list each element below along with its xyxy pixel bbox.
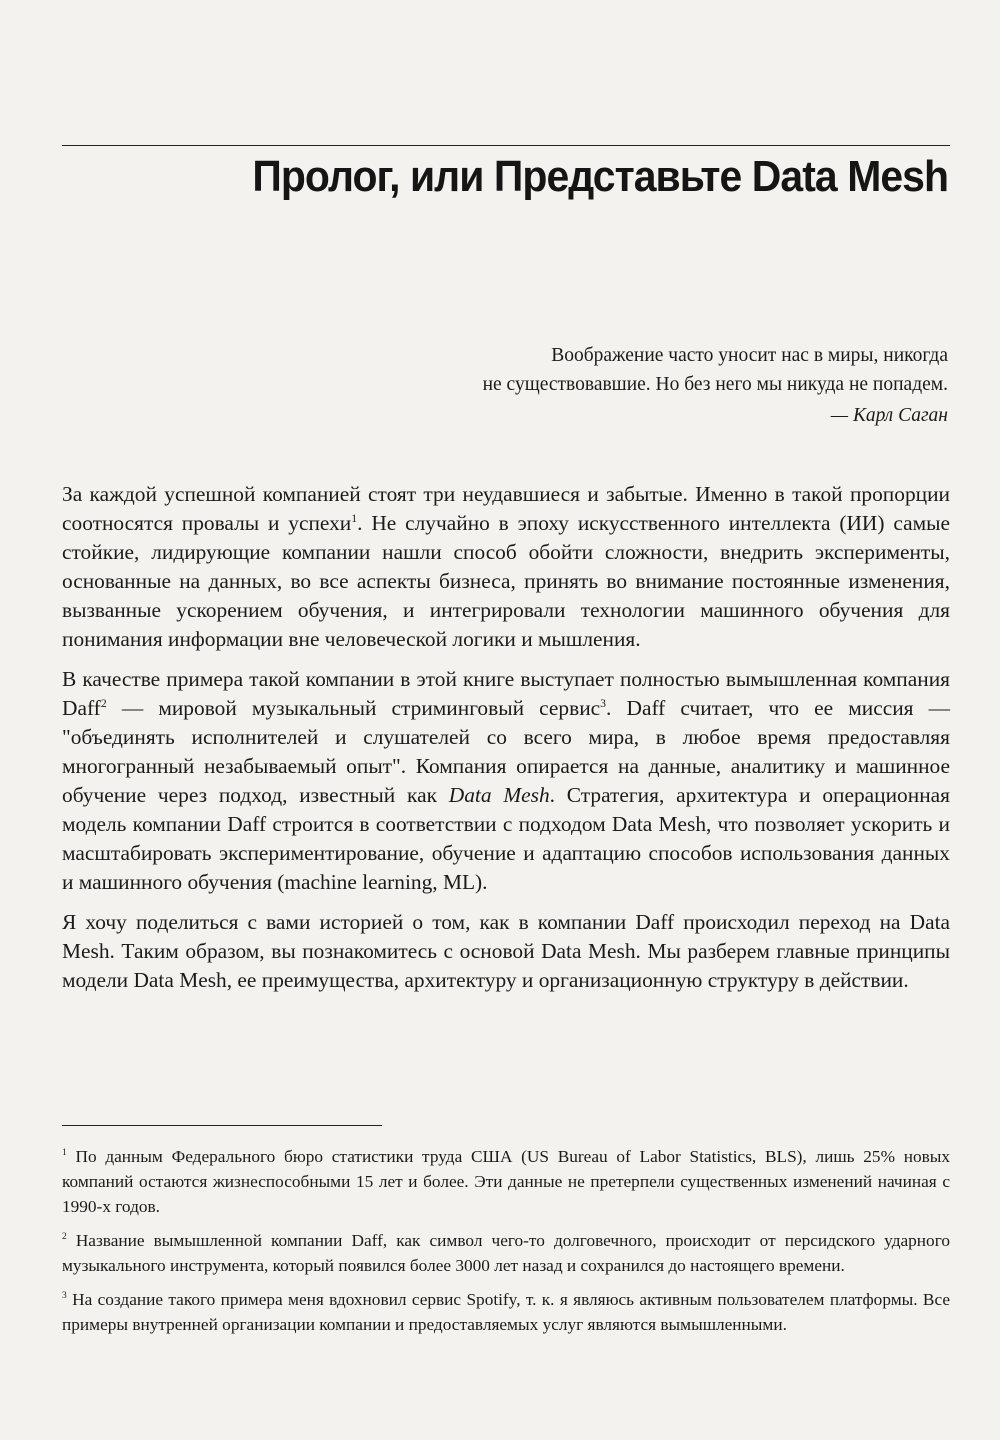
paragraph-text: — мировой музыкальный стриминговый сервис <box>106 696 601 720</box>
footnote-ref-3[interactable]: 3 <box>600 696 607 710</box>
footnote-number: 1 <box>62 1148 67 1159</box>
paragraph-2 <box>62 665 950 897</box>
paragraph-3: Я хочу поделиться с вами историей о том, как в компании Daff происходил переход на Data Mesh. Таким образом, вы познакомитесь с основой Data Mesh. Мы разберем главные принципы модели Data Mesh, ее преимущества, архитектуру и организационную структуру в действии. <box>62 910 950 992</box>
term-data-mesh: Data Mesh <box>448 783 550 807</box>
footnote-ref-1[interactable]: 1 <box>351 511 358 525</box>
paragraph-text: . Стратегия, архитектура и операционная модель компании Daff строится в соответствии с подходом Data Mesh, что позволяет ускорить и масштабировать экспериментирование, обучение и адаптацию способов использования данных и машинного обучения (machine learning, ML). <box>62 783 950 894</box>
epigraph-author: — Карл Саган <box>830 405 948 426</box>
paragraph-text: . Не случайно в эпоху искусственного интеллекта (ИИ) самые стойкие, лидирующие компании нашли способ обойти сложности, внедрить эксперименты, основанные на данных, во все аспекты бизнеса, принять во внимание постоянные изменения, вызванные ускорением обучения, и интегрировали технологии машинного обучения для понимания информации вне человеческой логики и мышления. <box>62 511 950 651</box>
epigraph-line-1: Воображение часто уносит нас в миры, никогда <box>551 345 948 366</box>
paragraph-text: . Daff считает, что ее миссия — "объединять исполнителей и слушателей со всего мира, в любое время предоставляя многогранный незабываемый опыт". Компания опирается на данные, аналитику и машинное обучение через подход, известный как <box>62 696 950 807</box>
paragraph-1 <box>62 480 950 654</box>
title-rule <box>62 145 950 146</box>
footnote-3 <box>62 1287 950 1337</box>
footnote-divider <box>62 1125 382 1126</box>
footnote-text: По данным Федерального бюро статистики труда США (US Bureau of Labor Statistics, BLS), лишь 25% новых компаний остаются жизнеспособными 15 лет и более. Эти данные не претерпели существенных изменений начиная с 1990-х годов. <box>62 1147 950 1216</box>
footnote-text: Название вымышленной компании Daff, как символ чего-то долговечного, происходит от персидского ударного музыкального инструмента, который появился более 3000 лет назад и сохранился до настоящего времени. <box>62 1231 950 1275</box>
footnote-text: На создание такого примера меня вдохновил сервис Spotify, т. к. я являюсь активным пользователем платформы. Все примеры внутренней организации компании и предоставляемых услуг являются вымышленными. <box>62 1290 950 1334</box>
chapter-title: Пролог, или Представьте Data Mesh <box>252 152 948 201</box>
footnote-1 <box>62 1144 950 1219</box>
footnote-ref-2[interactable]: 2 <box>100 696 107 710</box>
footnote-number: 2 <box>62 1232 67 1243</box>
epigraph-line-2: не существовавшие. Но без него мы никуда не попадем. <box>482 374 948 395</box>
footnote-number: 3 <box>62 1291 67 1302</box>
body-text <box>62 480 950 1006</box>
epigraph <box>348 341 948 430</box>
paragraph-text: В качестве примера такой компании в этой книге выступает полностью вымышленная компания Daff <box>62 667 950 720</box>
footnote-2 <box>62 1228 950 1278</box>
footnotes <box>62 1144 950 1346</box>
paragraph-text: За каждой успешной компанией стоят три неудавшиеся и забытые. Именно в такой пропорции соотносятся провалы и успехи <box>62 482 950 535</box>
